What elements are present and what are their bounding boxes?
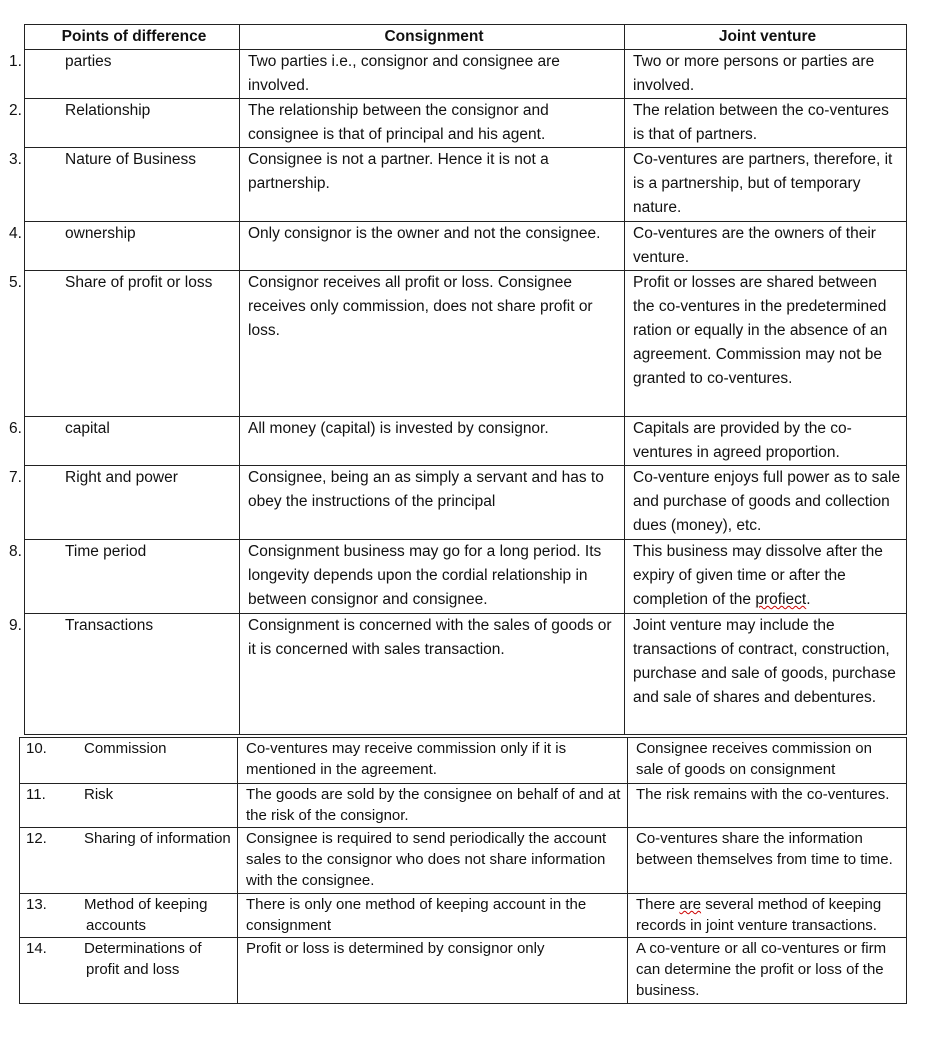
row-number: 8.: [9, 543, 22, 560]
point-label: Risk: [84, 786, 114, 803]
point-cell: [20, 894, 238, 938]
consignment-cell: Co-ventures may receive commission only if it is mentioned in the agreement.: [238, 738, 628, 784]
joint-text: This business may dissolve after the expiry of given time or after the completion of the: [633, 543, 883, 608]
row-number: 7.: [9, 469, 22, 486]
table-row: [25, 540, 907, 614]
point-label: Method of keeping accounts: [84, 896, 208, 934]
joint-venture-cell: Co-venture enjoys full power as to sale and purchase of goods and collection dues (money), etc.: [625, 466, 907, 540]
row-number: 3.: [9, 151, 22, 168]
row-number: 10.: [26, 740, 47, 757]
joint-venture-cell: Co-ventures are the owners of their venture.: [625, 222, 907, 271]
table-row: [25, 148, 907, 222]
joint-venture-cell: Two or more persons or parties are involved.: [625, 50, 907, 99]
joint-text-end: .: [806, 591, 811, 608]
joint-text-end: several method of keeping records in joint venture transactions.: [636, 896, 882, 934]
table-row: [25, 271, 907, 417]
table-row: [20, 938, 907, 1004]
joint-venture-cell: A co-venture or all co-ventures or firm can determine the profit or loss of the business.: [628, 938, 907, 1004]
row-number: 1.: [9, 53, 22, 70]
header-row: [25, 25, 907, 50]
consignment-cell: Two parties i.e., consignor and consignee are involved.: [240, 50, 625, 99]
header-consignment: Consignment: [240, 25, 625, 50]
row-number: 4.: [9, 225, 22, 242]
spellcheck-word: profiect: [755, 591, 807, 608]
row-number: 11.: [26, 786, 46, 803]
consignment-cell: The goods are sold by the consignee on behalf of and at the risk of the consignor.: [238, 784, 628, 828]
point-cell: [9, 222, 240, 271]
point-cell: [9, 50, 240, 99]
joint-venture-cell: Joint venture may include the transactions of contract, construction, purchase and sale of goods, purchase and sale of shares and debentures.: [625, 614, 907, 735]
point-label: Right and power: [65, 469, 178, 486]
joint-venture-cell: Co-ventures share the information between themselves from time to time.: [628, 828, 907, 894]
point-label: Relationship: [65, 102, 151, 119]
header-joint-venture: Joint venture: [625, 25, 907, 50]
joint-venture-cell: Capitals are provided by the co-ventures in agreed proportion.: [625, 417, 907, 466]
table-row: [25, 417, 907, 466]
table-row: [20, 784, 907, 828]
table-row: [25, 222, 907, 271]
consignment-cell: The relationship between the consignor and consignee is that of principal and his agent.: [240, 99, 625, 148]
point-label: Commission: [84, 740, 167, 757]
joint-text: There: [636, 896, 680, 913]
joint-venture-cell: The relation between the co-ventures is that of partners.: [625, 99, 907, 148]
point-label: Transactions: [65, 617, 154, 634]
point-cell: [9, 148, 240, 222]
point-label: Share of profit or loss: [65, 274, 213, 291]
table-row: [20, 828, 907, 894]
table-row: [25, 466, 907, 540]
consignment-cell: Consignee, being an as simply a servant and has to obey the instructions of the principal: [240, 466, 625, 540]
point-label: Sharing of information: [84, 830, 231, 847]
point-cell: [9, 540, 240, 614]
comparison-table-part-2: [19, 737, 907, 1004]
joint-venture-cell: [625, 540, 907, 614]
joint-venture-cell: Profit or losses are shared between the co-ventures in the predetermined ration or equally in the absence of an agreement. Commission may not be granted to co-ventures.: [625, 271, 907, 417]
consignment-cell: Consignment is concerned with the sales of goods or it is concerned with sales transaction.: [240, 614, 625, 735]
joint-venture-cell: Co-ventures are partners, therefore, it is a partnership, but of temporary nature.: [625, 148, 907, 222]
consignment-cell: Consignee is not a partner. Hence it is not a partnership.: [240, 148, 625, 222]
table-row: [25, 99, 907, 148]
consignment-cell: There is only one method of keeping account in the consignment: [238, 894, 628, 938]
point-label: capital: [65, 420, 110, 437]
row-number: 12.: [26, 830, 47, 847]
point-cell: [9, 466, 240, 540]
joint-venture-cell: Consignee receives commission on sale of goods on consignment: [628, 738, 907, 784]
point-cell: [20, 828, 238, 894]
point-cell: [9, 614, 240, 735]
header-points: Points of difference: [25, 25, 240, 50]
joint-venture-cell: The risk remains with the co-ventures.: [628, 784, 907, 828]
consignment-cell: Consignment business may go for a long period. Its longevity depends upon the cordial relationship in between consignor and consignee.: [240, 540, 625, 614]
point-cell: [9, 271, 240, 417]
table-row: [25, 614, 907, 735]
point-label: Nature of Business: [65, 151, 196, 168]
row-number: 2.: [9, 102, 22, 119]
table-row: [25, 50, 907, 99]
point-label: ownership: [65, 225, 136, 242]
table-row: [20, 738, 907, 784]
point-label: Determinations of profit and loss: [84, 940, 202, 978]
row-number: 13.: [26, 896, 47, 913]
point-cell: [20, 784, 238, 828]
consignment-cell: All money (capital) is invested by consignor.: [240, 417, 625, 466]
point-cell: [9, 417, 240, 466]
consignment-cell: Profit or loss is determined by consignor only: [238, 938, 628, 1004]
table-row: [20, 894, 907, 938]
row-number: 6.: [9, 420, 22, 437]
row-number: 5.: [9, 274, 22, 291]
point-cell: [9, 99, 240, 148]
spellcheck-word: are: [679, 896, 702, 913]
joint-venture-cell: [628, 894, 907, 938]
consignment-cell: Consignee is required to send periodically the account sales to the consignor who does not share information with the consignee.: [238, 828, 628, 894]
row-number: 14.: [26, 940, 47, 957]
point-label: parties: [65, 53, 112, 70]
consignment-cell: Only consignor is the owner and not the consignee.: [240, 222, 625, 271]
consignment-cell: Consignor receives all profit or loss. Consignee receives only commission, does not share profit or loss.: [240, 271, 625, 417]
point-label: Time period: [65, 543, 147, 560]
row-number: 9.: [9, 617, 22, 634]
comparison-table-part-1: [9, 24, 907, 735]
point-cell: [20, 938, 238, 1004]
point-cell: [20, 738, 238, 784]
